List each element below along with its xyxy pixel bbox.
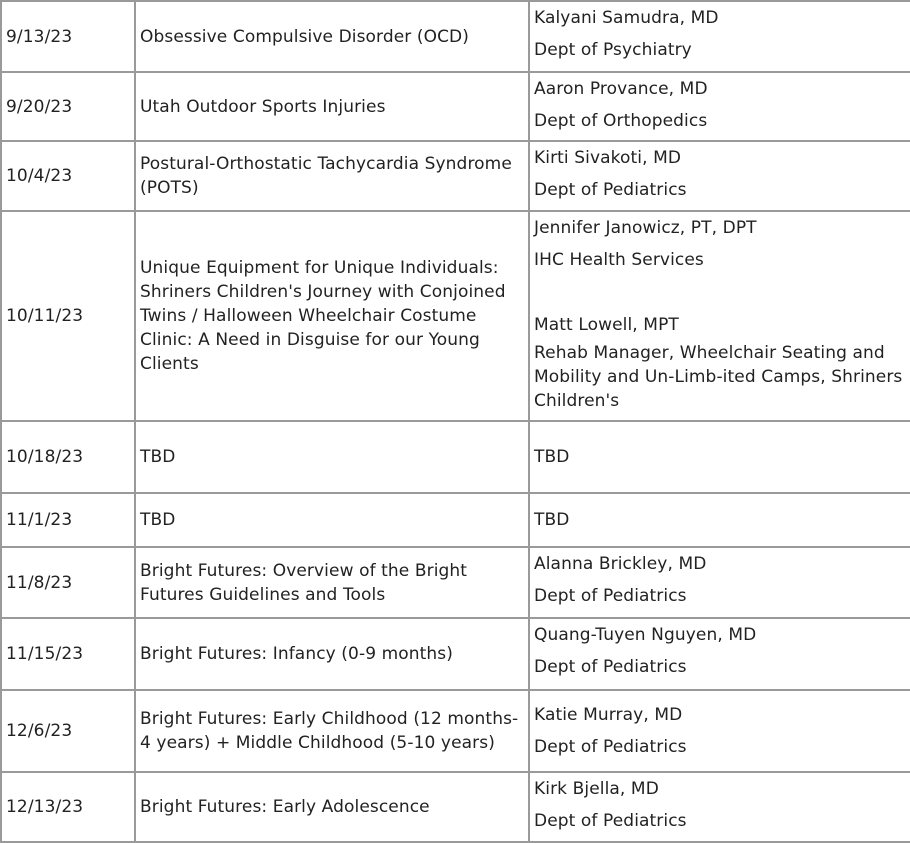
speaker-name: TBD (534, 510, 570, 530)
topic-cell: Bright Futures: Early Adolescence (135, 772, 529, 842)
speaker-affiliation: Dept of Pediatrics (534, 737, 687, 757)
table-row (1, 772, 910, 842)
speaker-name: TBD (534, 447, 570, 467)
speaker-name: Aaron Provance, MD (534, 79, 708, 99)
speaker-affiliation: Rehab Manager, Wheelchair Seating and Mobility and Un-Limb-ited Camps, Shriners Children's (534, 343, 903, 411)
speaker-cell (529, 421, 910, 493)
speaker-affiliation: Dept of Pediatrics (534, 657, 687, 677)
date-cell: 12/13/23 (1, 772, 135, 842)
topic-cell: Utah Outdoor Sports Injuries (135, 72, 529, 141)
date-cell: 10/18/23 (1, 421, 135, 493)
speaker-affiliation: Dept of Pediatrics (534, 811, 687, 831)
speaker-name: Matt Lowell, MPT (534, 315, 679, 335)
topic-cell: Bright Futures: Early Childhood (12 months-4 years) + Middle Childhood (5-10 years) (135, 690, 529, 772)
table-row (1, 493, 910, 547)
speaker-affiliation: Dept of Psychiatry (534, 40, 692, 60)
spacer (534, 276, 906, 309)
date-cell: 11/8/23 (1, 547, 135, 618)
speaker-name: Jennifer Janowicz, PT, DPT (534, 218, 757, 238)
date-cell: 9/20/23 (1, 72, 135, 141)
speaker-affiliation: Dept of Pediatrics (534, 586, 687, 606)
topic-cell: Unique Equipment for Unique Individuals: Shriners Children's Journey with Conjoined Twins / Halloween Wheelchair Costume Clinic: A Need in Disguise for our Young Clients (135, 211, 529, 421)
table-row (1, 1, 910, 72)
date-cell: 11/1/23 (1, 493, 135, 547)
table-row (1, 421, 910, 493)
topic-cell: Bright Futures: Infancy (0-9 months) (135, 618, 529, 690)
table-row (1, 72, 910, 141)
speaker-affiliation: Dept of Orthopedics (534, 111, 708, 131)
speaker-cell (529, 772, 910, 842)
speaker-name: Kirti Sivakoti, MD (534, 148, 682, 168)
speaker-affiliation: Dept of Pediatrics (534, 180, 687, 200)
speaker-cell (529, 141, 910, 211)
topic-cell: Bright Futures: Overview of the Bright Futures Guidelines and Tools (135, 547, 529, 618)
speaker-affiliation: IHC Health Services (534, 250, 704, 270)
date-cell: 10/4/23 (1, 141, 135, 211)
topic-cell: TBD (135, 493, 529, 547)
topic-cell: TBD (135, 421, 529, 493)
table-row (1, 690, 910, 772)
topic-cell: Obsessive Compulsive Disorder (OCD) (135, 1, 529, 72)
speaker-cell (529, 72, 910, 141)
table-row (1, 618, 910, 690)
speaker-cell (529, 547, 910, 618)
speaker-name: Quang-Tuyen Nguyen, MD (534, 625, 757, 645)
date-cell: 9/13/23 (1, 1, 135, 72)
speaker-name: Kirk Bjella, MD (534, 779, 659, 799)
speaker-cell (529, 493, 910, 547)
speaker-name: Alanna Brickley, MD (534, 554, 707, 574)
speaker-name: Katie Murray, MD (534, 705, 683, 725)
speaker-name: Kalyani Samudra, MD (534, 8, 719, 28)
date-cell: 11/15/23 (1, 618, 135, 690)
table-row (1, 211, 910, 421)
speaker-cell (529, 618, 910, 690)
speaker-cell (529, 1, 910, 72)
speaker-cell (529, 690, 910, 772)
table-row (1, 141, 910, 211)
topic-cell: Postural-Orthostatic Tachycardia Syndrome (POTS) (135, 141, 529, 211)
table-row (1, 547, 910, 618)
date-cell: 10/11/23 (1, 211, 135, 421)
date-cell: 12/6/23 (1, 690, 135, 772)
speaker-cell (529, 211, 910, 421)
